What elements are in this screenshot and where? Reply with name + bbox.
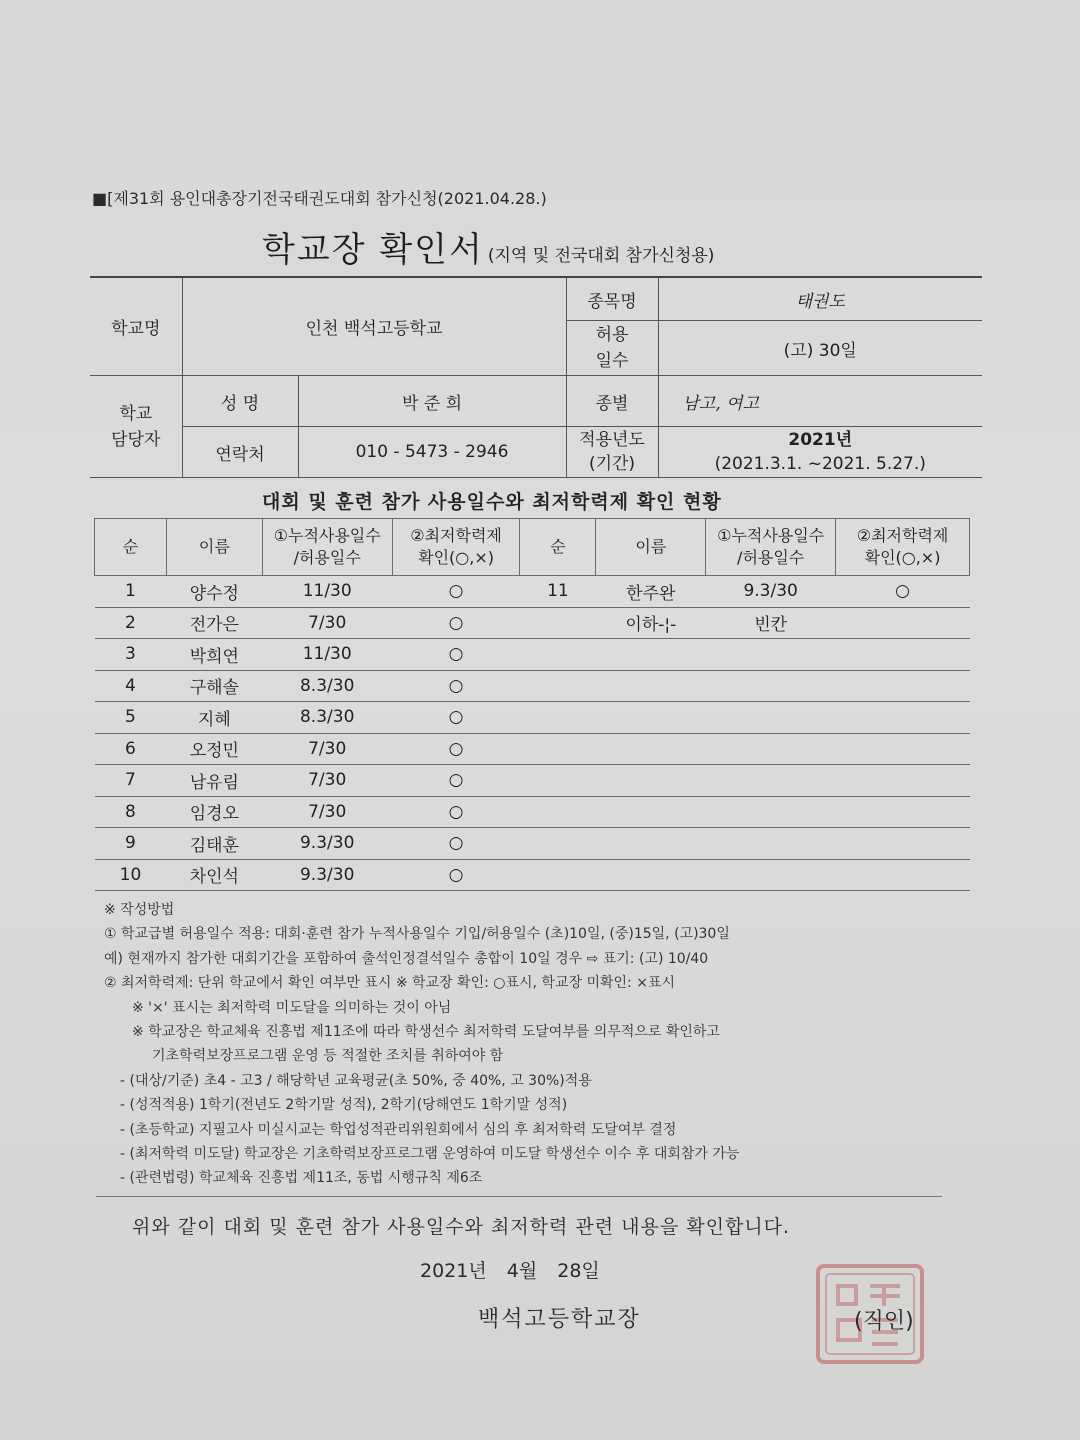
- note-line: - (최저학력 미도달) 학교장은 기초학력보장프로그램 운영하여 미도달 학생선수 이수 후 대회참가 가능: [120, 1146, 740, 1163]
- min-check: [836, 670, 970, 702]
- row-number: 11: [520, 576, 596, 608]
- days-used: 11/30: [262, 639, 392, 671]
- min-check: [836, 607, 970, 639]
- row-number: [520, 733, 596, 765]
- note-line: ※ '×' 표시는 최저학력 미도달을 의미하는 것이 아님: [132, 999, 452, 1016]
- sport-label-cell: 종목명: [566, 277, 658, 321]
- days-used: 8.3/30: [262, 702, 392, 734]
- athlete-name: 임경오: [166, 796, 262, 828]
- days-used: 9.3/30: [262, 828, 392, 860]
- divider: [96, 1196, 942, 1197]
- year-label-cell: 적용년도 (기간): [566, 427, 658, 478]
- min-check: [836, 828, 970, 860]
- contact-label-cell: 연락처: [182, 427, 298, 478]
- row-number: 1: [95, 576, 167, 608]
- athlete-name: 박희연: [166, 639, 262, 671]
- note-line: ※ 작성방법: [104, 902, 175, 918]
- row-number: 3: [95, 639, 167, 671]
- table-row: [95, 828, 970, 860]
- confirmation-statement: 위와 같이 대회 및 훈련 참가 사용일수와 최저학력 관련 내용을 확인합니다.: [132, 1216, 791, 1238]
- row-number: 8: [95, 796, 167, 828]
- row-number: 4: [95, 670, 167, 702]
- min-check: [836, 796, 970, 828]
- header-name: 이름: [166, 519, 262, 576]
- min-check: ○: [392, 828, 520, 860]
- table-row: [95, 576, 970, 608]
- days-used: [706, 859, 836, 891]
- notes-block: [104, 898, 739, 1191]
- row-number: 7: [95, 765, 167, 797]
- days-used: 9.3/30: [706, 576, 836, 608]
- row-number: 10: [95, 859, 167, 891]
- athlete-name: 이하-¦-: [596, 607, 706, 639]
- document-title: [262, 222, 714, 271]
- row-number: [520, 765, 596, 797]
- row-number: [520, 796, 596, 828]
- min-check: ○: [392, 607, 520, 639]
- athlete-name: 차인석: [166, 859, 262, 891]
- athlete-name: 구해솔: [166, 670, 262, 702]
- athlete-name: [596, 733, 706, 765]
- min-check: ○: [392, 859, 520, 891]
- athlete-name: 전가은: [166, 607, 262, 639]
- sport-value-cell: 태권도: [658, 277, 982, 321]
- header-days-right: ①누적사용일수 /허용일수: [706, 519, 836, 576]
- note-line: 기초학력보장프로그램 운영 등 적절한 조치를 취하여야 함: [152, 1048, 504, 1065]
- note-line: ② 최저학력제: 단위 학교에서 확인 여부만 표시 ※ 학교장 확인: ○표시, 학교장 미확인: ×표시: [104, 975, 675, 992]
- days-used: [706, 828, 836, 860]
- min-check: ○: [392, 670, 520, 702]
- note-line: 예) 현재까지 참가한 대회기간을 포함하여 출석인정결석일수 총합이 10일 경우 ⇨ 표기: (고) 10/40: [104, 950, 709, 967]
- days-used: 7/30: [262, 765, 392, 797]
- row-number: [520, 670, 596, 702]
- header-name-right: 이름: [596, 519, 706, 576]
- athlete-name: 한주완: [596, 576, 706, 608]
- days-used: 7/30: [262, 796, 392, 828]
- roster-header-row: [95, 519, 970, 576]
- document-header: ■[제31회 용인대총장기전국태권도대회 참가신청(2021.04.28.): [92, 189, 547, 208]
- row-number: 2: [95, 607, 167, 639]
- athlete-name: 지혜: [166, 702, 262, 734]
- allowed-label-cell: 허용 일수: [566, 321, 658, 376]
- header-days: ①누적사용일수 /허용일수: [262, 519, 392, 576]
- header-no: 순: [95, 519, 167, 576]
- athlete-name: 남유림: [166, 765, 262, 797]
- min-check: [836, 733, 970, 765]
- athlete-name: 김태훈: [166, 828, 262, 860]
- row-number: 6: [95, 733, 167, 765]
- athlete-name: [596, 765, 706, 797]
- note-line: - (성적적용) 1학기(전년도 2학기말 성적), 2학기(당해연도 1학기말 성적): [120, 1097, 568, 1114]
- roster-body: [95, 576, 970, 891]
- min-check: ○: [392, 765, 520, 797]
- days-used: [706, 702, 836, 734]
- athlete-name: [596, 639, 706, 671]
- athlete-name: [596, 796, 706, 828]
- allowed-value-cell: (고) 30일: [658, 321, 982, 376]
- document-date: 2021년 4월 28일: [420, 1260, 600, 1282]
- days-used: [706, 639, 836, 671]
- table-row: [95, 796, 970, 828]
- gender-label-cell: 종별: [566, 376, 658, 427]
- year-value-cell: 2021년 (2021.3.1. ~2021. 5.27.): [658, 427, 982, 478]
- row-number: 9: [95, 828, 167, 860]
- manager-label-cell: 학교 담당자: [90, 376, 182, 478]
- min-check: ○: [392, 639, 520, 671]
- title-main: 학교장 확인서: [262, 230, 484, 270]
- table-row: [95, 702, 970, 734]
- row-number: [520, 828, 596, 860]
- gender-value-cell: 남고, 여고: [658, 376, 982, 427]
- school-info-table: [90, 276, 982, 478]
- days-used: 11/30: [262, 576, 392, 608]
- school-value-cell: 인천 백석고등학교: [182, 277, 566, 376]
- days-used: [706, 796, 836, 828]
- athlete-name: [596, 702, 706, 734]
- table-row: [95, 670, 970, 702]
- note-line: ① 학교급별 허용일수 적용: 대회·훈련 참가 누적사용일수 기입/허용일수 (초)10일, (중)15일, (고)30일: [104, 926, 730, 943]
- table-row: [95, 607, 970, 639]
- min-check: [836, 859, 970, 891]
- row-number: [520, 607, 596, 639]
- days-used: [706, 670, 836, 702]
- athlete-name: [596, 828, 706, 860]
- roster-table: [94, 518, 970, 891]
- min-check: ○: [392, 733, 520, 765]
- seal-label: (직인): [854, 1309, 914, 1334]
- row-number: [520, 859, 596, 891]
- row-number: [520, 702, 596, 734]
- days-used: [706, 765, 836, 797]
- section-title: 대회 및 훈련 참가 사용일수와 최저학력제 확인 현황: [262, 491, 722, 513]
- min-check: ○: [392, 576, 520, 608]
- min-check: ○: [836, 576, 970, 608]
- table-row: [95, 765, 970, 797]
- note-line: - (초등학교) 지필고사 미실시교는 학업성적관리위원회에서 심의 후 최저학력 도달여부 결정: [120, 1121, 677, 1138]
- header-min: ②최저학력제 확인(○,×): [392, 519, 520, 576]
- header-min-right: ②최저학력제 확인(○,×): [836, 519, 970, 576]
- days-used: 7/30: [262, 607, 392, 639]
- days-used: [706, 733, 836, 765]
- athlete-name: [596, 859, 706, 891]
- table-row: [95, 733, 970, 765]
- days-used: 빈칸: [706, 607, 836, 639]
- athlete-name: [596, 670, 706, 702]
- row-number: [520, 639, 596, 671]
- days-used: 8.3/30: [262, 670, 392, 702]
- min-check: ○: [392, 796, 520, 828]
- row-number: 5: [95, 702, 167, 734]
- min-check: [836, 639, 970, 671]
- min-check: [836, 765, 970, 797]
- title-subtitle: (지역 및 전국대회 참가신청용): [487, 246, 715, 266]
- athlete-name: 양수정: [166, 576, 262, 608]
- athlete-name: 오정민: [166, 733, 262, 765]
- note-line: - (대상/기준) 초4 - 고3 / 해당학년 교육평균(초 50%, 중 40%, 고 30%)적용: [120, 1072, 592, 1089]
- school-label-cell: 학교명: [90, 277, 182, 376]
- table-row: [95, 859, 970, 891]
- days-used: 9.3/30: [262, 859, 392, 891]
- min-check: ○: [392, 702, 520, 734]
- name-label-cell: 성 명: [182, 376, 298, 427]
- name-value-cell: 박 준 희: [298, 376, 566, 427]
- min-check: [836, 702, 970, 734]
- principal-name: 백석고등학교장: [478, 1307, 641, 1332]
- note-line: - (관련법령) 학교체육 진흥법 제11조, 동법 시행규칙 제6조: [120, 1170, 483, 1187]
- table-row: [95, 639, 970, 671]
- note-line: ※ 학교장은 학교체육 진흥법 제11조에 따라 학생선수 최저학력 도달여부를 의무적으로 확인하고: [132, 1024, 720, 1041]
- header-no-right: 순: [520, 519, 596, 576]
- days-used: 7/30: [262, 733, 392, 765]
- contact-value-cell: 010 - 5473 - 2946: [298, 427, 566, 478]
